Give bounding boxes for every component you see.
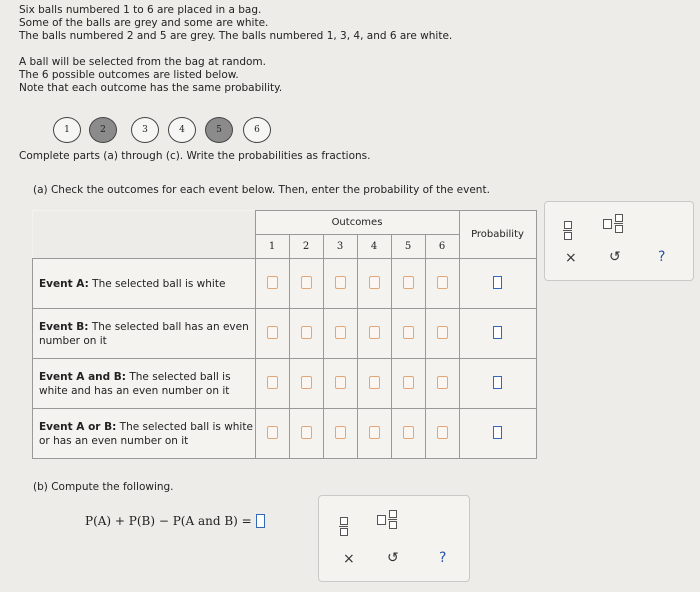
- probability-header: Probability: [459, 211, 536, 259]
- fraction-icon[interactable]: [563, 214, 572, 240]
- part-b-expression: [85, 514, 265, 528]
- checkbox-ab-2[interactable]: [301, 376, 312, 389]
- checkbox-aob-4[interactable]: [369, 426, 380, 439]
- checkbox-a-4[interactable]: [369, 276, 380, 289]
- outcomes-header: Outcomes: [255, 211, 459, 235]
- intro-line-6: Note that each outcome has the same probability.: [19, 82, 283, 94]
- outcome-header-5: 5: [391, 235, 425, 259]
- event-a-row: [33, 259, 537, 309]
- intro-line-4: A ball will be selected from the bag at random.: [19, 56, 266, 68]
- probability-a-input[interactable]: [493, 276, 502, 289]
- intro-line-1: Six balls numbered 1 to 6 are placed in a bag.: [19, 4, 262, 16]
- ball-6: 6: [243, 117, 271, 143]
- checkbox-ab-4[interactable]: [369, 376, 380, 389]
- help-icon-b[interactable]: ?: [439, 550, 447, 566]
- checkbox-ab-1[interactable]: [267, 376, 278, 389]
- help-icon[interactable]: ?: [658, 249, 666, 265]
- outcome-header-1: 1: [255, 235, 289, 259]
- answer-tools-panel-a: [544, 201, 694, 281]
- checkbox-a-3[interactable]: [335, 276, 346, 289]
- clear-icon-b[interactable]: ×: [343, 551, 355, 567]
- checkbox-b-4[interactable]: [369, 326, 380, 339]
- checkbox-b-6[interactable]: [437, 326, 448, 339]
- probability-b-input[interactable]: [493, 326, 502, 339]
- checkbox-aob-5[interactable]: [403, 426, 414, 439]
- event-a-and-b-label: Event A and B: The selected ball is white and has an even number on it: [33, 359, 256, 409]
- selection-text: [19, 56, 282, 95]
- checkbox-ab-5[interactable]: [403, 376, 414, 389]
- checkbox-b-2[interactable]: [301, 326, 312, 339]
- checkbox-a-1[interactable]: [267, 276, 278, 289]
- undo-icon[interactable]: ↺: [609, 249, 621, 265]
- intro-line-5: The 6 possible outcomes are listed below.: [19, 69, 239, 81]
- outcome-header-4: 4: [357, 235, 391, 259]
- checkbox-ab-3[interactable]: [335, 376, 346, 389]
- clear-icon[interactable]: ×: [565, 250, 577, 266]
- ball-3: 3: [131, 117, 159, 143]
- event-a-and-b-row: [33, 359, 537, 409]
- part-b-answer-input[interactable]: [256, 514, 265, 528]
- instructions: Complete parts (a) through (c). Write the probabilities as fractions.: [19, 150, 371, 162]
- checkbox-a-5[interactable]: [403, 276, 414, 289]
- checkbox-a-2[interactable]: [301, 276, 312, 289]
- outcome-header-2: 2: [289, 235, 323, 259]
- mixed-number-icon[interactable]: [603, 214, 623, 233]
- event-a-or-b-row: [33, 409, 537, 459]
- mixed-number-icon-b[interactable]: [377, 510, 397, 529]
- answer-tools-panel-b: [318, 495, 470, 582]
- fraction-icon-b[interactable]: [339, 510, 348, 536]
- intro-text: [19, 4, 452, 43]
- outcome-header-6: 6: [425, 235, 459, 259]
- event-a-or-b-label: Event A or B: The selected ball is white or has an even number on it: [33, 409, 256, 459]
- probability-a-or-b-input[interactable]: [493, 426, 502, 439]
- event-b-label: Event B: The selected ball has an even number on it: [33, 309, 256, 359]
- part-a-label: (a) Check the outcomes for each event below. Then, enter the probability of the event.: [33, 184, 490, 196]
- part-b-label: (b) Compute the following.: [33, 481, 174, 493]
- checkbox-b-5[interactable]: [403, 326, 414, 339]
- checkbox-aob-1[interactable]: [267, 426, 278, 439]
- outcome-header-3: 3: [323, 235, 357, 259]
- expression-text: P(A) + P(B) − P(A and B) =: [85, 514, 252, 528]
- checkbox-aob-6[interactable]: [437, 426, 448, 439]
- checkbox-ab-6[interactable]: [437, 376, 448, 389]
- event-a-label: Event A: The selected ball is white: [33, 259, 256, 309]
- checkbox-aob-3[interactable]: [335, 426, 346, 439]
- checkbox-aob-2[interactable]: [301, 426, 312, 439]
- ball-5: 5: [205, 117, 233, 143]
- ball-1: 1: [53, 117, 81, 143]
- outcomes-table: [32, 210, 537, 459]
- undo-icon-b[interactable]: ↺: [387, 550, 399, 566]
- intro-line-2: Some of the balls are grey and some are white.: [19, 17, 269, 29]
- intro-line-3: The balls numbered 2 and 5 are grey. The balls numbered 1, 3, 4, and 6 are white.: [19, 30, 453, 42]
- checkbox-b-1[interactable]: [267, 326, 278, 339]
- checkbox-a-6[interactable]: [437, 276, 448, 289]
- ball-2: 2: [89, 117, 117, 143]
- ball-4: 4: [168, 117, 196, 143]
- probability-a-and-b-input[interactable]: [493, 376, 502, 389]
- checkbox-b-3[interactable]: [335, 326, 346, 339]
- event-b-row: [33, 309, 537, 359]
